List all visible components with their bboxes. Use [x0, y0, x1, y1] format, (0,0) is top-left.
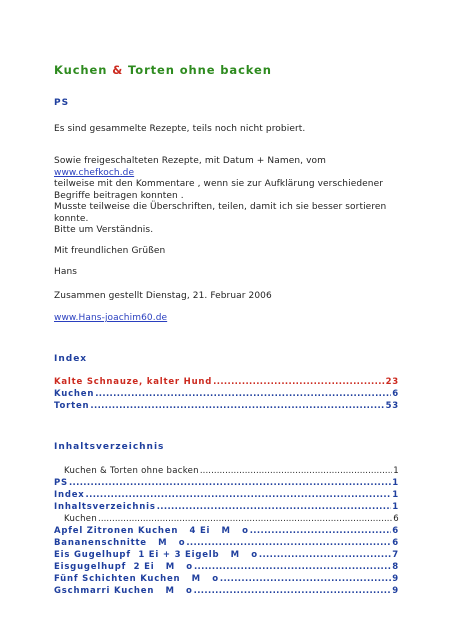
toc-entry-page: 6 [392, 526, 399, 536]
document-title [54, 63, 272, 77]
title-part-torten: Torten ohne backen [128, 63, 272, 77]
toc-entry-bananenschnitte[interactable] [54, 538, 399, 548]
toc-entry-page: 9 [392, 586, 399, 596]
toc-entry-page: 1 [392, 502, 399, 512]
toc-entry-label: Kuchen & Torten ohne backen [64, 466, 199, 476]
index-entry-torten[interactable] [54, 401, 399, 411]
intro-line-teilweise: teilweise mit den Kommentare , wenn sie zur Aufklärung verschiedener [54, 179, 384, 189]
index-heading: Index [54, 354, 88, 364]
dot-leader [194, 586, 392, 596]
toc-entry-label: Inhaltsverzeichnis [54, 502, 156, 512]
toc-entry-label: Gschmarri Kuchen M o [54, 586, 193, 596]
toc-entry-label: Eis Gugelhupf 1 Ei + 3 Eigelb M o [54, 550, 258, 560]
dot-leader [200, 466, 392, 476]
index-entry-kalte-schnauze[interactable] [54, 377, 399, 387]
greeting-text: Mit freundlichen Grüßen [54, 246, 166, 256]
index-entry-page: 6 [392, 389, 399, 399]
dot-leader [69, 478, 391, 488]
toc-entry-page: 9 [392, 574, 399, 584]
compiled-date: Zusammen gestellt Dienstag, 21. Februar 2006 [54, 291, 272, 301]
intro-line-bitte: Bitte um Verständnis. [54, 225, 154, 235]
dot-leader [194, 562, 391, 572]
ps-text: Es sind gesammelte Rezepte, teils noch nicht probiert. [54, 124, 306, 134]
dot-leader [259, 550, 391, 560]
toc-entry-ps[interactable] [54, 478, 399, 488]
dot-leader [186, 538, 391, 548]
toc-entry-page: 1 [392, 478, 399, 488]
index-entry-label: Torten [54, 401, 90, 411]
toc-entry-label: Apfel Zitronen Kuchen 4 Ei M o [54, 526, 249, 536]
chefkoch-link[interactable]: www.chefkoch.de [54, 167, 135, 178]
index-entry-label: Kalte Schnauze, kalter Hund [54, 377, 213, 387]
toc-entry-label: Index [54, 490, 85, 500]
dot-leader [250, 526, 392, 536]
dot-leader [220, 574, 391, 584]
ps-heading: PS [54, 98, 70, 108]
dot-leader [95, 389, 391, 399]
toc-entry-apfel-zitronen[interactable] [54, 526, 399, 536]
title-part-kuchen: Kuchen [54, 63, 108, 77]
toc-entry-label: Eisgugelhupf 2 Ei M o [54, 562, 193, 572]
author-name: Hans [54, 267, 78, 277]
hans-joachim-link[interactable]: www.Hans-joachim60.de [54, 313, 168, 323]
dot-leader [90, 401, 384, 411]
toc-heading: Inhaltsverzeichnis [54, 442, 165, 452]
toc-entry-kuchen[interactable] [64, 514, 399, 524]
toc-entry-label: Bananenschnitte M o [54, 538, 186, 548]
toc-entry-eis-gugelhupf[interactable] [54, 550, 399, 560]
toc-entry-label: PS [54, 478, 68, 488]
index-entry-kuchen[interactable] [54, 389, 399, 399]
intro-line-konnte: konnte. [54, 213, 89, 224]
dot-leader [86, 490, 392, 500]
toc-entry-fuenf-schichten[interactable] [54, 574, 399, 584]
dot-leader [213, 377, 384, 387]
intro-line-musste: Musste teilweise die Überschriften, teilen, damit ich sie besser sortieren [54, 202, 387, 212]
toc-entry-page: 1 [393, 466, 399, 476]
toc-entry-label: Fünf Schichten Kuchen M o [54, 574, 219, 584]
toc-entry-eisgugelhupf[interactable] [54, 562, 399, 572]
title-ampersand: & [107, 63, 129, 77]
intro-line-begriffe: Begriffe beitragen konnten . [54, 190, 184, 201]
toc-entry-label: Kuchen [64, 514, 98, 524]
dot-leader [157, 502, 392, 512]
toc-entry-page: 1 [392, 490, 399, 500]
index-entry-label: Kuchen [54, 389, 95, 399]
toc-entry-page: 6 [392, 538, 399, 548]
intro-line-sowie: Sowie freigeschalteten Rezepte, mit Datum + Namen, vom [54, 156, 326, 166]
toc-entry-page: 7 [392, 550, 399, 560]
index-entry-page: 23 [385, 377, 399, 387]
toc-entry-title[interactable] [64, 466, 399, 476]
index-entry-page: 53 [385, 401, 399, 411]
toc-entry-gschmarri[interactable] [54, 586, 399, 596]
toc-entry-page: 8 [392, 562, 399, 572]
toc-entry-index[interactable] [54, 490, 399, 500]
dot-leader [98, 514, 392, 524]
toc-entry-inhaltsverzeichnis[interactable] [54, 502, 399, 512]
toc-entry-page: 6 [393, 514, 399, 524]
